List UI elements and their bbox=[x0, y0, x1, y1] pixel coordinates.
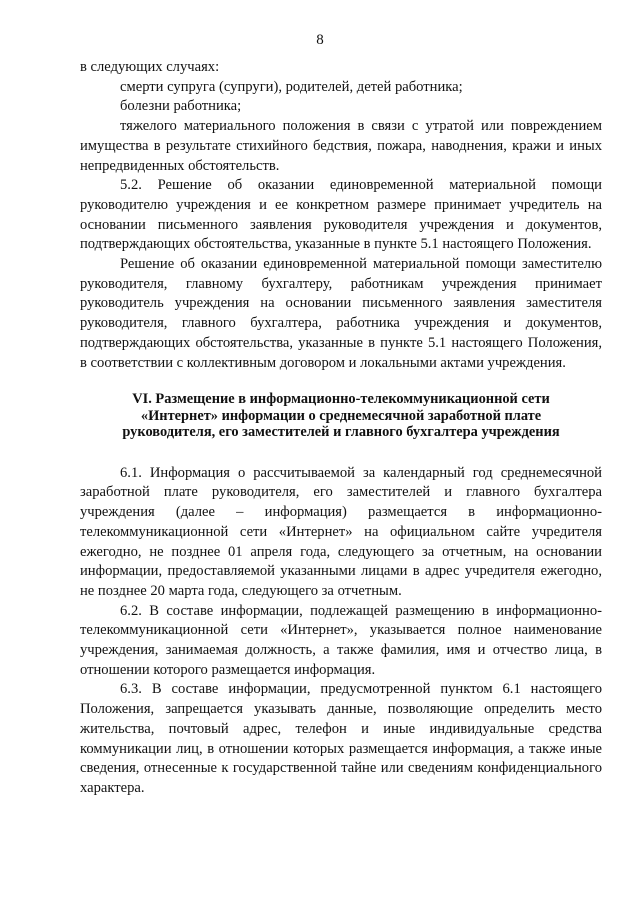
page-number: 8 bbox=[316, 32, 324, 48]
section-heading-line: VI. Размещение в информационно-телекоммуникационной сети bbox=[132, 391, 550, 408]
section-6-heading bbox=[80, 391, 602, 441]
clause-5-2-continued: Решение об оказании единовременной материальной помощи заместителю руководителя, главному бухгалтеру, работникам учреждения принимает руководитель учреждения на основании письменного заявления заместителя руководителя, главного бухгалтера, работника учреждения и документов, подтверждающих обстоятельства, указанные в пункте 5.1 настоящего Положения, в соответствии с коллективным договором и локальными актами учреждения. bbox=[80, 256, 602, 371]
document-body bbox=[80, 58, 602, 799]
section-heading-line: «Интернет» информации о среднемесячной заработной плате bbox=[140, 407, 542, 424]
intro-lead: в следующих случаях: bbox=[80, 59, 220, 75]
clause-6-2: 6.2. В составе информации, подлежащей размещению в информационно-телекоммуникационной сети «Интернет», указывается полное наименование учреждения, занимаемая должность, а также фамилия, имя и отчество лица, в отношении которого размещается информация. bbox=[80, 602, 602, 678]
case-item-hardship: тяжелого материального положения в связи с утратой или повреждением имущества в результате стихийного бедствия, пожара, наводнения, кражи и иных непредвиденных обстоятельств. bbox=[80, 118, 602, 174]
section-heading-line: руководителя, его заместителей и главного бухгалтера учреждения bbox=[122, 424, 560, 441]
clause-6-3: 6.3. В составе информации, предусмотренной пунктом 6.1 настоящего Положения, запрещается указывать данные, позволяющие определить место жительства, почтовый адрес, телефон и иные индивидуальные средства коммуникации лиц, в отношении которых размещается информация, а также иные сведения, отнесенные к государственной тайне или сведениям конфиденциального характера. bbox=[80, 681, 602, 796]
case-item-illness: болезни работника; bbox=[120, 98, 242, 115]
case-item-spouse-death: смерти супруга (супруги), родителей, детей работника; bbox=[120, 78, 463, 95]
clause-5-2: 5.2. Решение об оказании единовременной материальной помощи руководителю учреждения и ее конкретном размере принимает учредитель на основании письменного заявления руководителя учреждения и документов, подтверждающих обстоятельства, указанные в пункте 5.1 настоящего Положения. bbox=[80, 177, 602, 253]
clause-6-1: 6.1. Информация о рассчитываемой за календарный год среднемесячной заработной плате руководителя, его заместителей и главного бухгалтера учреждения (далее – информация) размещается в информационно-телекоммуникационной сети «Интернет» на официальном сайте учредителя ежегодно, не позднее 01 апреля года, следующего за отчетным, на основании информации, предоставляемой указанными лицами в адрес учредителя ежегодно, не позднее 20 марта года, следующего за отчетным. bbox=[80, 464, 602, 599]
